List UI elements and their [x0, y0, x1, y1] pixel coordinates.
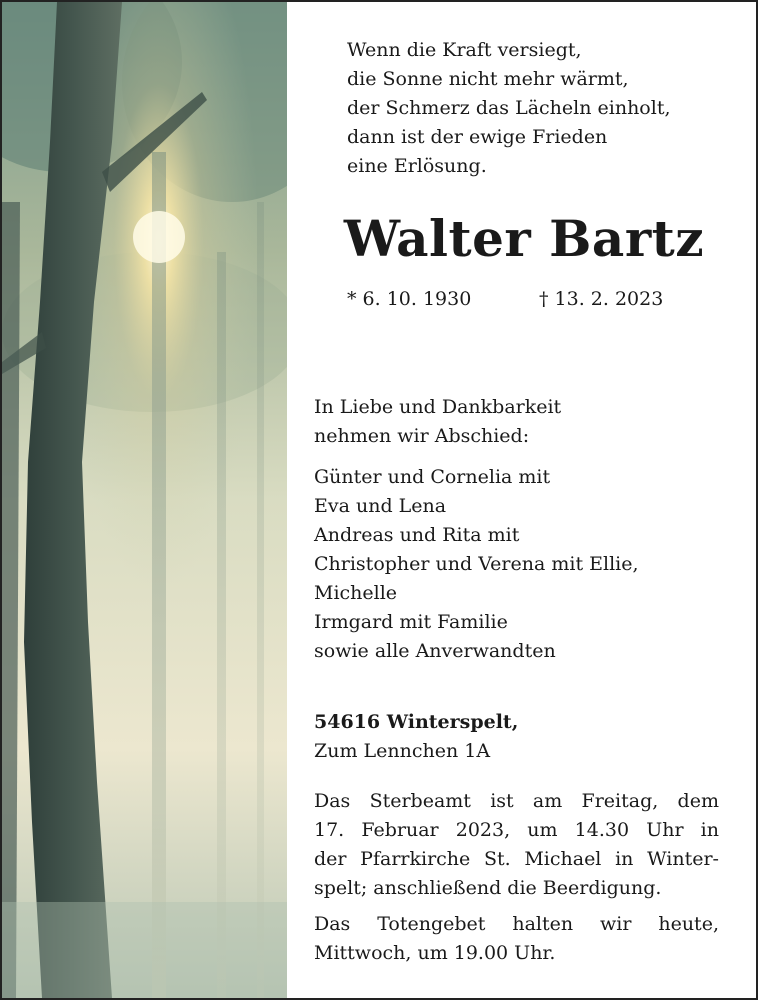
word: am [532, 790, 563, 812]
service-line [314, 845, 719, 874]
word: ist [490, 790, 514, 812]
mourners-list [314, 463, 639, 666]
mourner-line: Michelle [314, 582, 398, 604]
service-line-text: spelt; anschließend die Beerdigung. [314, 877, 662, 899]
address-city: 54616 Winterspelt, [314, 711, 519, 733]
mourner-line: Christopher und Verena mit Ellie, [314, 553, 639, 575]
word: 17. [314, 819, 345, 841]
word: der [314, 848, 347, 870]
poem-line: eine Erlösung. [347, 155, 487, 177]
poem-line: Wenn die Kraft versiegt, [347, 39, 582, 61]
word: in [615, 848, 634, 870]
service-line [314, 874, 719, 903]
service-line [314, 787, 719, 816]
mourner-line: sowie alle Anverwandten [314, 640, 556, 662]
word: Das [314, 913, 351, 935]
poem-line: der Schmerz das Lächeln einholt, [347, 97, 671, 119]
text-column [2, 2, 756, 998]
word: dem [677, 790, 719, 812]
prayer-announcement [314, 910, 719, 968]
mourner-line: Günter und Cornelia mit [314, 466, 551, 488]
word: wir [600, 913, 632, 935]
service-announcement [314, 787, 719, 903]
prayer-line [314, 910, 719, 939]
word: Pfarrkirche [360, 848, 471, 870]
word: 14.30 [574, 819, 630, 841]
mourner-line: Irmgard mit Familie [314, 611, 508, 633]
word: Michael [524, 848, 602, 870]
poem-line: die Sonne nicht mehr wärmt, [347, 68, 629, 90]
word: heute, [658, 913, 719, 935]
word: Uhr [646, 819, 684, 841]
word: St. [483, 848, 511, 870]
word: Februar [361, 819, 439, 841]
service-line [314, 816, 719, 845]
death-date: † 13. 2. 2023 [539, 288, 664, 310]
farewell-text [314, 393, 561, 451]
word: Totengebet [377, 913, 486, 935]
prayer-line [314, 939, 719, 968]
poem [347, 36, 671, 181]
word: halten [512, 913, 574, 935]
word: Das [314, 790, 351, 812]
word: 2023, [455, 819, 511, 841]
prayer-line-text: Mittwoch, um 19.00 Uhr. [314, 942, 556, 964]
deceased-name: Walter Bartz [343, 209, 705, 268]
word: Sterbeamt [369, 790, 471, 812]
mourner-line: Eva und Lena [314, 495, 447, 517]
birth-date: * 6. 10. 1930 [347, 288, 472, 310]
poem-line: dann ist der ewige Frieden [347, 126, 608, 148]
farewell-line: nehmen wir Abschied: [314, 425, 530, 447]
life-dates [347, 286, 664, 312]
word: Winter- [647, 848, 719, 870]
word: Freitag, [581, 790, 659, 812]
address [314, 708, 518, 766]
word: in [700, 819, 719, 841]
address-street: Zum Lennchen 1A [314, 740, 491, 762]
farewell-line: In Liebe und Dankbarkeit [314, 396, 562, 418]
word: um [527, 819, 558, 841]
mourner-line: Andreas und Rita mit [314, 524, 520, 546]
